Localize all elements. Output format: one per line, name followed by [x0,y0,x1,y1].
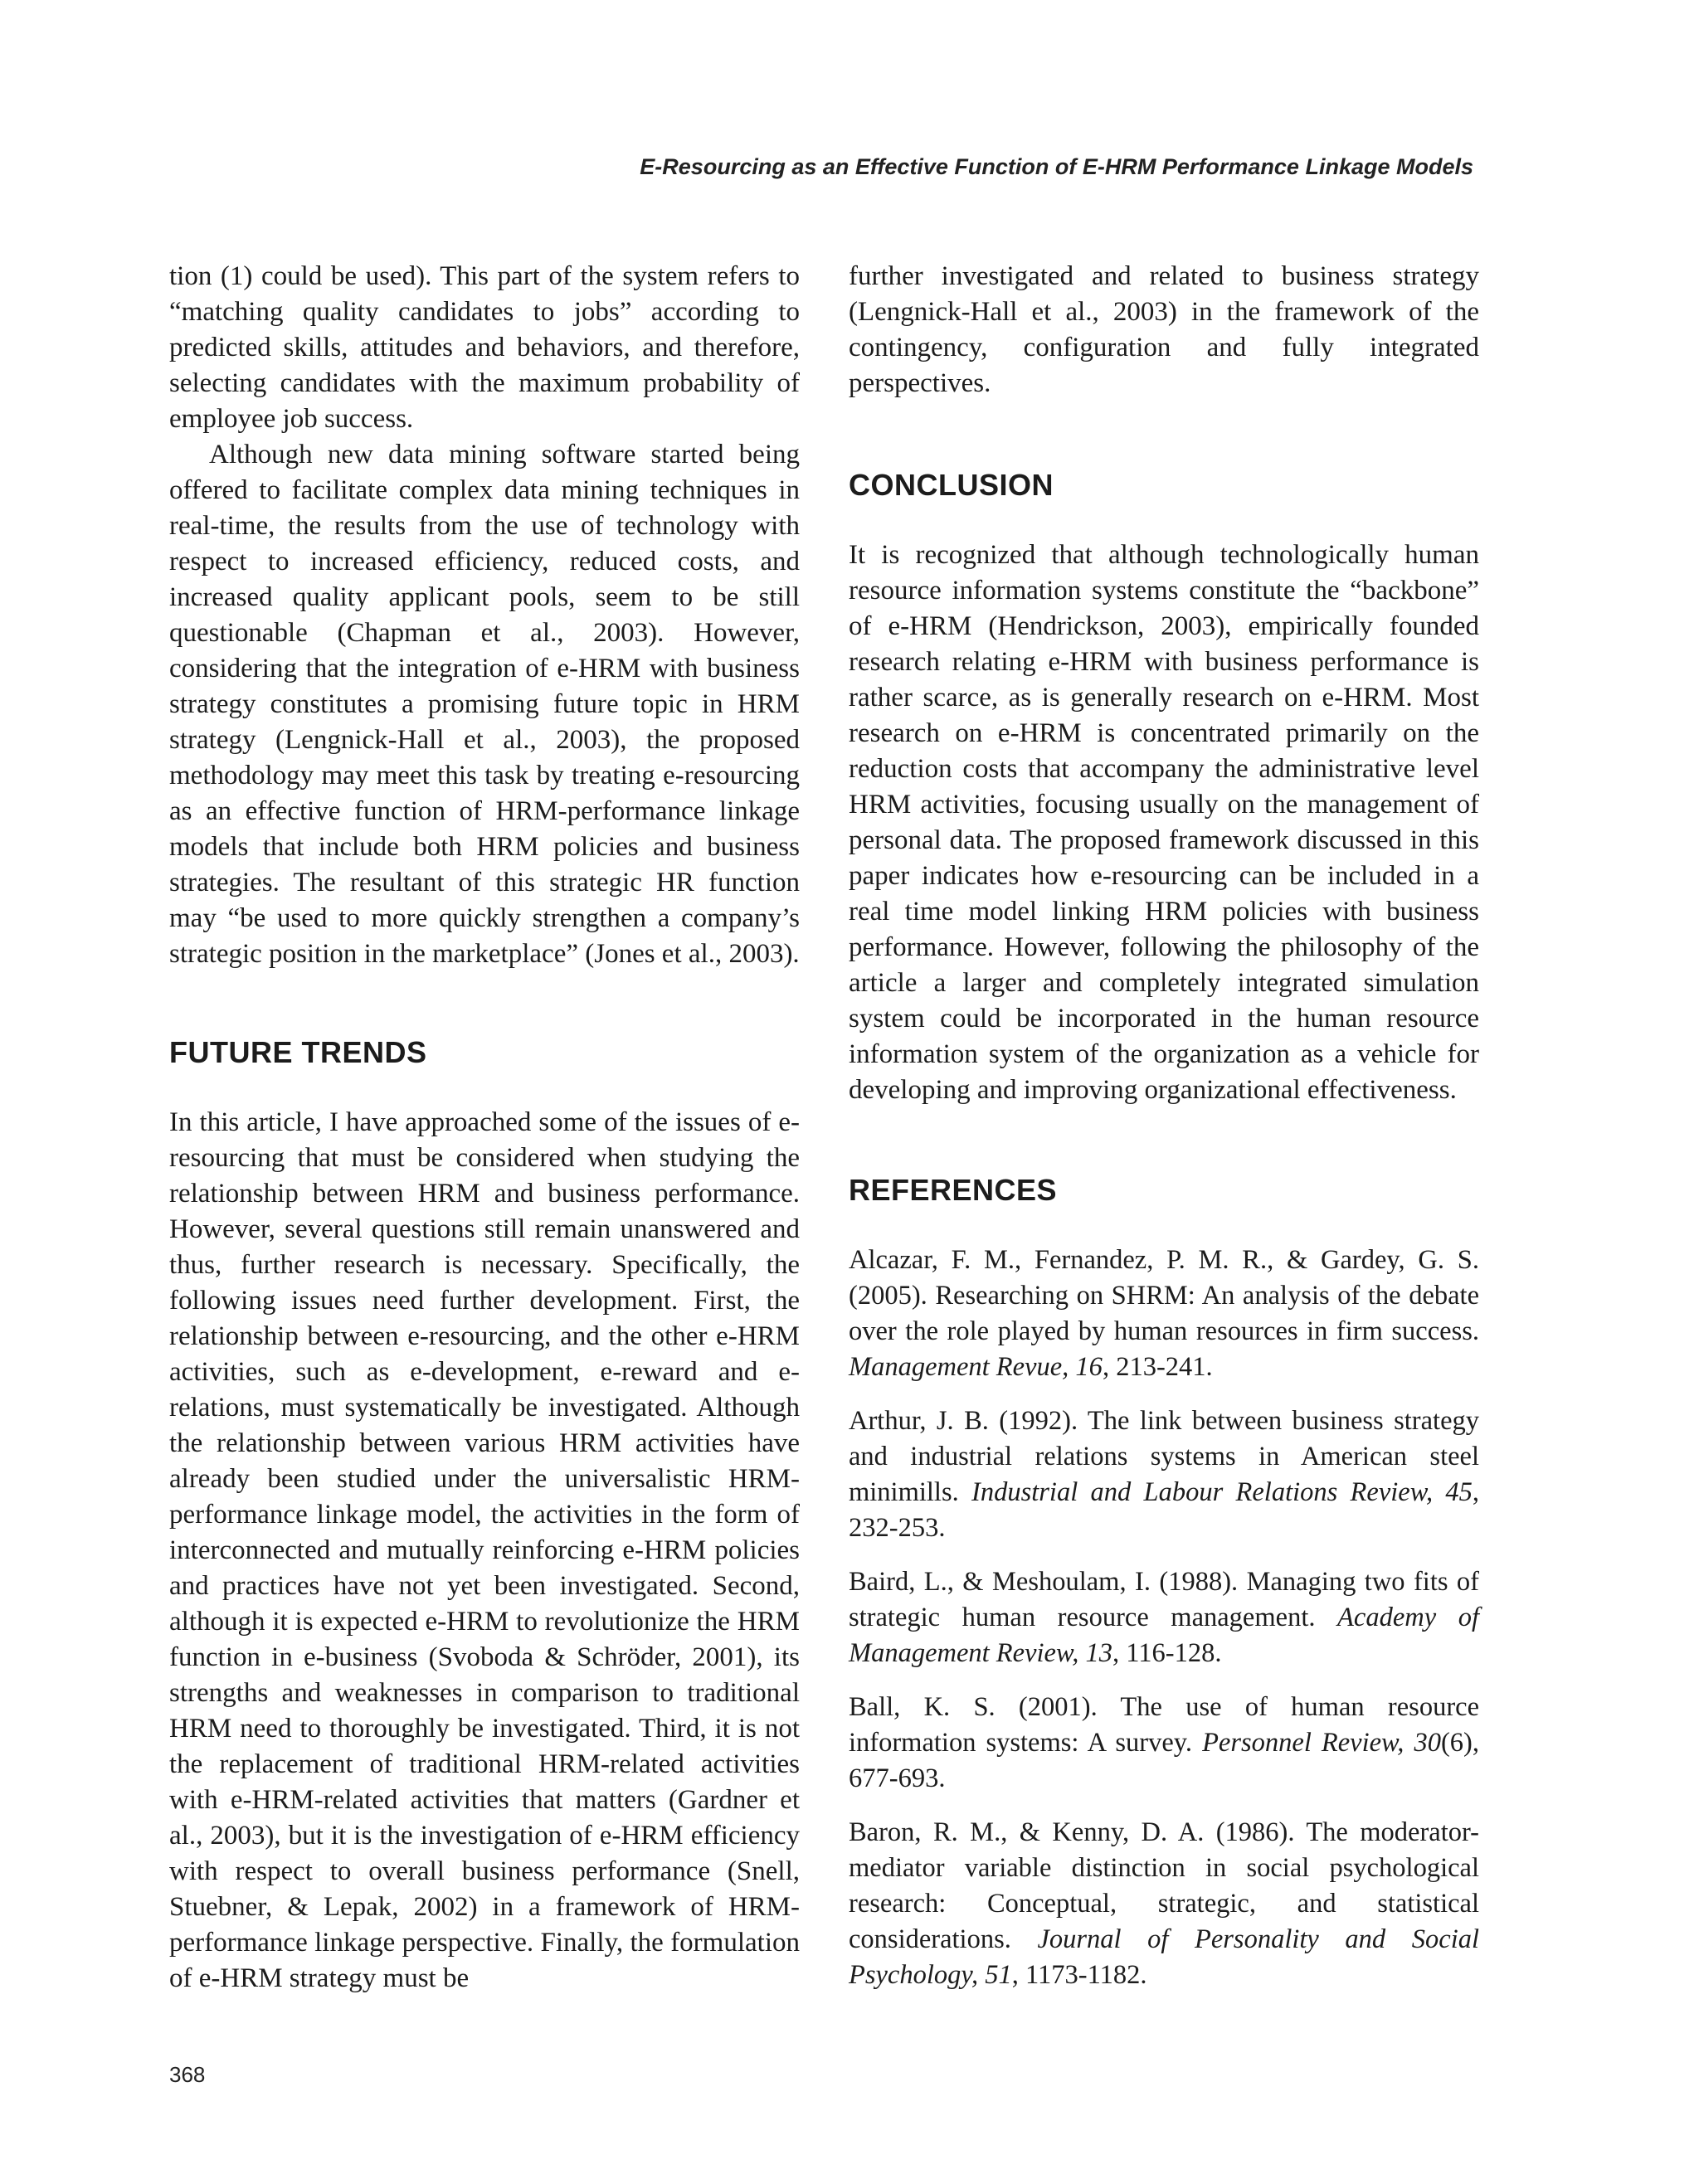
reference-text: Baron, R. M., & Kenny, D. A. (1986). The moderator-mediator variable distinction in social psychological research: Conceptual, strategic, and statistical considerations. [849,1817,1479,1954]
reference-pages: , 116-128. [1112,1638,1222,1668]
reference-entry [849,1243,1479,1385]
body-paragraph: Although new data mining software started being offered to facilitate complex data mining techniques in real-time, the results from the use of technology with respect to increased efficiency, reduced costs, and increased quality applicant pools, seem to be still questionable (Chapman et al., 2003). However, considering that the integration of e-HRM with business strategy constitutes a promising future topic in HRM strategy (Lengnick-Hall et al., 2003), the proposed methodology may meet this task by treating e-resourcing as an effective function of HRM-performance linkage models that include both HRM policies and business strategies. The resultant of this strategic HR function may “be used to more quickly strengthen a company’s strategic position in the marketplace” (Jones et al., 2003). [169,440,800,969]
section-heading-conclusion: CONCLUSION [849,468,1054,502]
reference-text: Baird, L., & Meshoulam, I. (1988). Managing two fits of strategic human resource management. [849,1567,1479,1632]
reference-text: Ball, K. S. (2001). The use of human resource information systems: A survey. [849,1692,1479,1758]
left-column [169,259,800,1997]
page-number: 368 [169,2062,206,2087]
right-column [849,259,1479,2011]
reference-text: Arthur, J. B. (1992). The link between business strategy and industrial relations systems in American steel minimills. [849,1406,1479,1507]
reference-pages: , 232-253. [849,1477,1479,1543]
section-heading-references: REFERENCES [849,1173,1058,1207]
reference-list [849,1243,1479,1993]
reference-entry [849,1403,1479,1546]
reference-journal: Academy of Management Review, 13 [849,1603,1479,1668]
body-paragraph: In this article, I have approached some of the issues of e-resourcing that must be considered when studying the relationship between HRM and business performance. However, several questions still remain unanswered and thus, further research is necessary. Specifically, the following issues need further development. First, the relationship between e-resourcing, and the other e-HRM activities, such as e-development, e-reward and e-relations, must systematically be investigated. Although the relationship between various HRM activities have already been studied under the universalistic HRM-performance linkage model, the activities in the form of interconnected and mutually reinforcing e-HRM policies and practices have not yet been investigated. Second, although it is expected e-HRM to revolutionize the HRM function in e-business (Svoboda & Schröder, 2001), its strengths and weaknesses in comparison to traditional HRM need to thoroughly be investigated. Third, it is not the replacement of traditional HRM-related activities with e-HRM-related activities that matters (Gardner et al., 2003), but it is the investigation of e-HRM efficiency with respect to overall business performance (Snell, Stuebner, & Lepak, 2002) in a framework of HRM-performance linkage perspective. Finally, the formulation of e-HRM strategy must be [169,1107,800,1993]
body-paragraph: tion (1) could be used). This part of the system refers to “matching quality candidates to jobs” according to predicted skills, attitudes and behaviors, and therefore, selecting candidates with the maximum probability of employee job success. [169,261,800,434]
reference-pages: , 213-241. [1102,1352,1213,1382]
reference-journal: Industrial and Labour Relations Review, 45 [971,1477,1473,1507]
body-paragraph: It is recognized that although technologically human resource information systems constitute the “backbone” of e-HRM (Hendrickson, 2003), empirically founded research relating e-HRM with business performance is rather scarce, as is generally research on e-HRM. Most research on e-HRM is concentrated primarily on the reduction costs that accompany the administrative level HRM activities, focusing usually on the management of personal data. The proposed framework discussed in this paper indicates how e-resourcing can be included in a real time model linking HRM policies with business performance. However, following the philosophy of the article a larger and completely integrated simulation system could be incorporated in the human resource information system of the organization as a vehicle for developing and improving organizational effectiveness. [849,540,1479,1105]
running-header: E-Resourcing as an Effective Function of E-HRM Performance Linkage Models [640,154,1473,179]
reference-pages: (6), 677-693. [849,1728,1479,1793]
reference-text: Alcazar, F. M., Fernandez, P. M. R., & Gardey, G. S. (2005). Researching on SHRM: An analysis of the debate over the role played by human resources in firm success. [849,1245,1479,1346]
reference-entry [849,1690,1479,1797]
reference-pages: , 1173-1182. [1011,1960,1147,1990]
reference-entry [849,1815,1479,1993]
reference-entry [849,1564,1479,1671]
section-heading-future-trends: FUTURE TRENDS [169,1035,427,1069]
body-paragraph: further investigated and related to business strategy (Lengnick-Hall et al., 2003) in the framework of the contingency, configuration and fully integrated perspectives. [849,261,1479,398]
reference-journal: Personnel Review, 30 [1202,1728,1441,1758]
reference-journal: Journal of Personality and Social Psychology, 51 [849,1924,1480,1990]
reference-journal: Management Revue, 16 [849,1352,1103,1382]
